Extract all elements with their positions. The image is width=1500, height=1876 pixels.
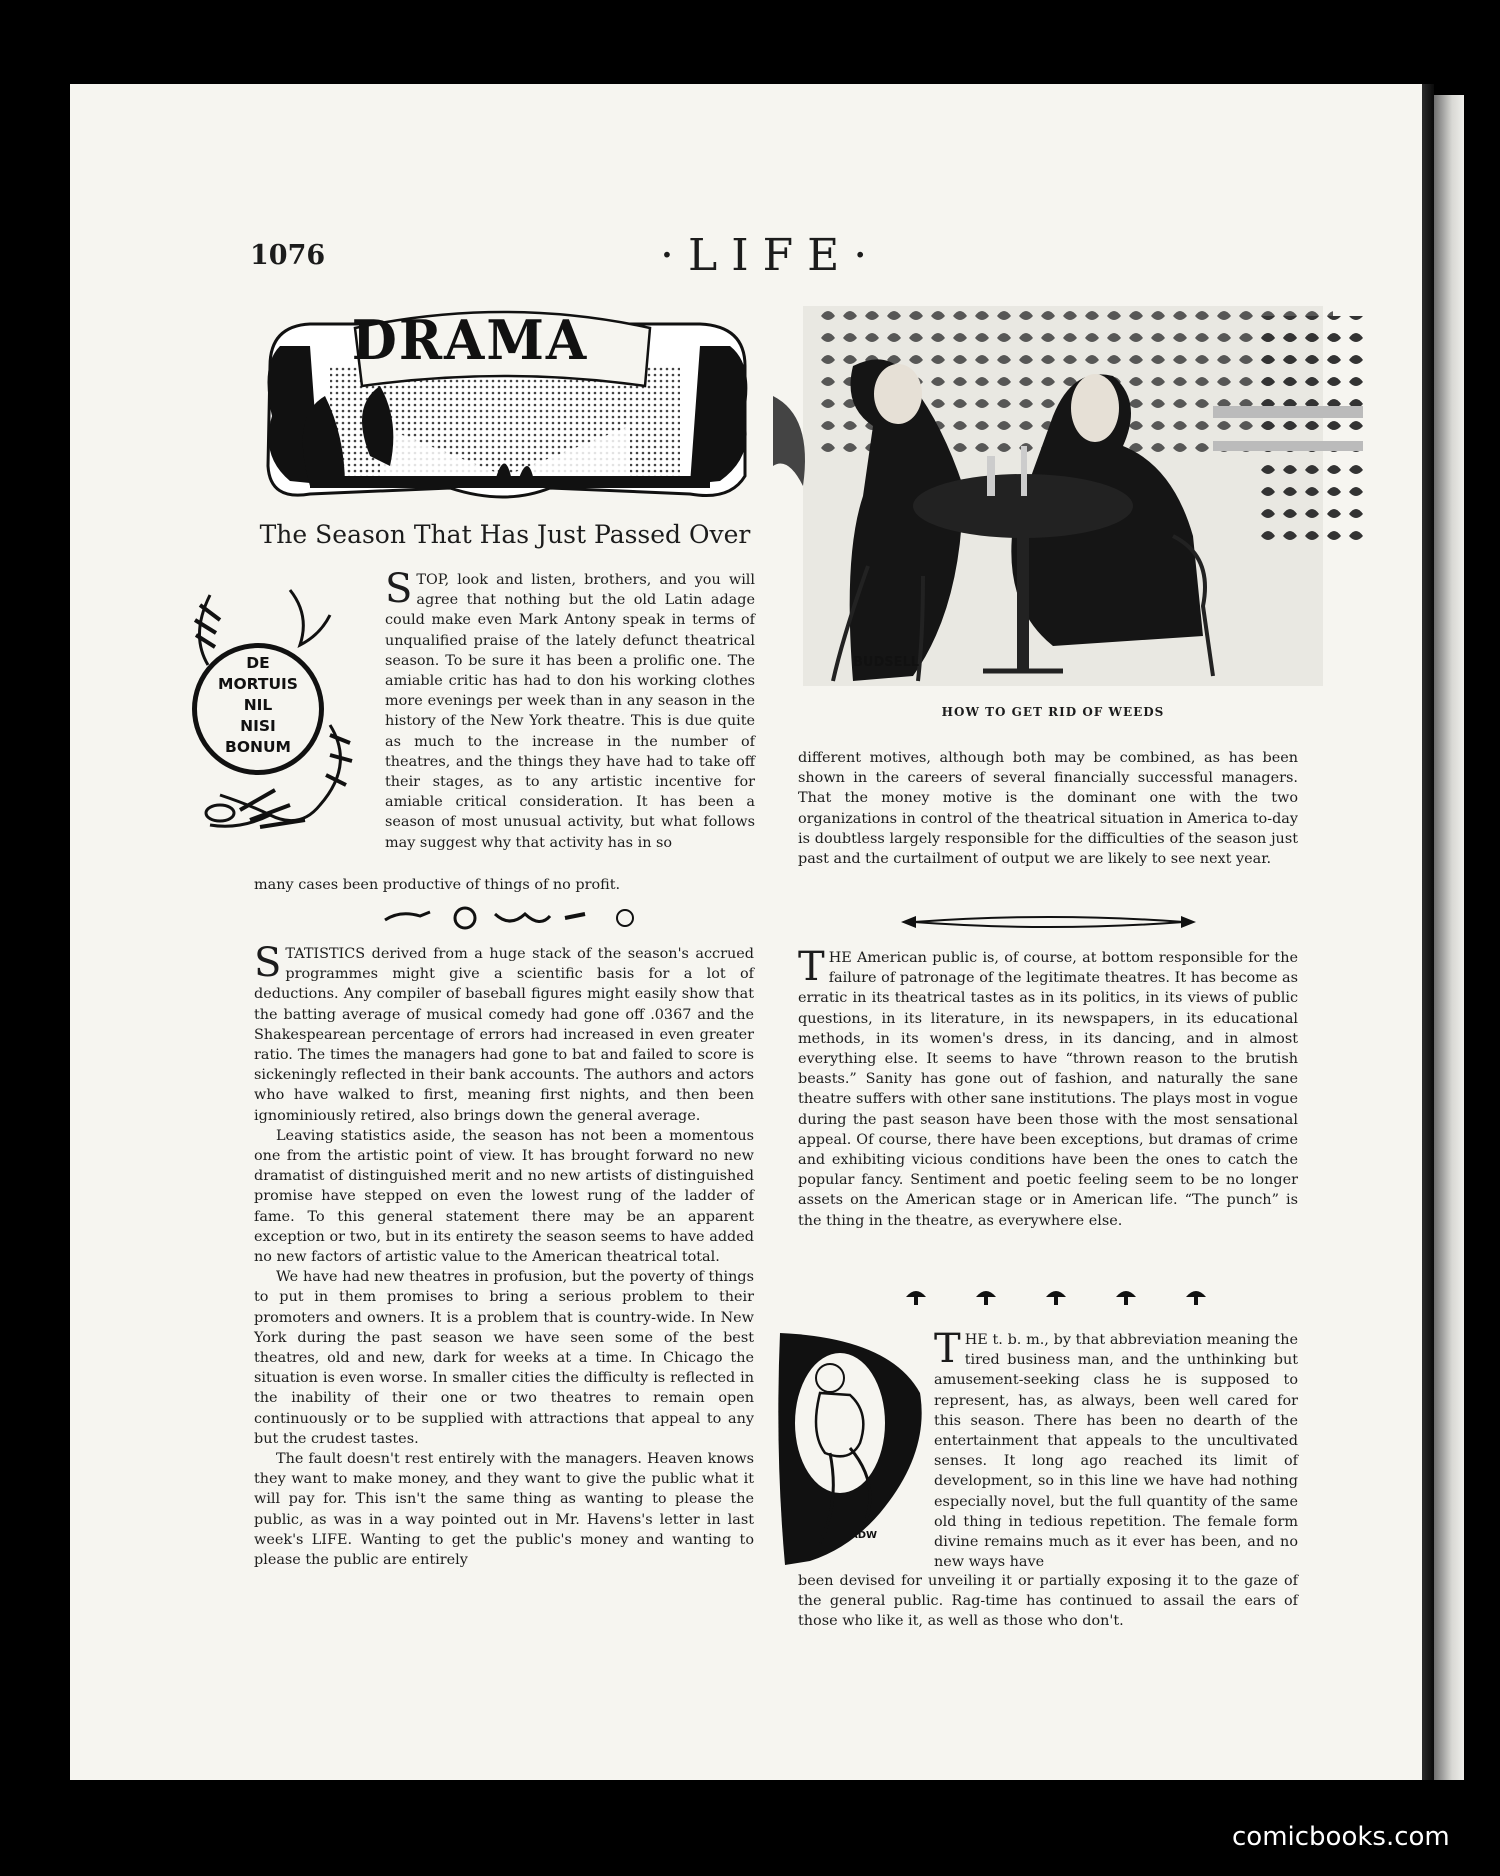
drop-cap: T [798,944,825,990]
statistics-paragraph: The fault doesn't rest entirely with the managers. Heaven knows they want to make money, and they want to give the public what it will pay for. This isn't the same thing as wanting to please the public, as was in a way pointed out in Mr. Havens's letter in last week's LIFE. Wanting to get the public's money and wanting to please the public are entirely [254,1451,754,1569]
statistics-paragraph: Leaving statistics aside, the season has not been a momentous one from the artistic point of view. It has brought forward no new dramatist of distinguished merit and no new artists of distinguished promise have stepped on even the lowest rung of the ladder of fame. To this general statement there may be an apparent exception or two, but in its entirety the season seems to have added no new factors of artistic value to the American theatrical total. [254,1127,754,1266]
site-watermark: comicbooks.com [1232,1822,1450,1852]
drop-cap: T [934,1326,961,1372]
motto-inset [180,575,370,850]
illustration-caption: HOW TO GET RID OF WEEDS [941,705,1165,719]
masthead-title: ·LIFE· [660,230,882,281]
statistics-paragraph: TATISTICS derived from a huge stack of the season's accrued programmes might give a scientific basis for a lot of deductions. Any compiler of baseball figures might easily show that the batting average of musical comedy had gone off .0367 and the Shakespearean percentage of errors had increased in even greater ratio. The times the managers had gone to bat and failed to score is sickeningly reflected in their bank accounts. The authors and actors who have walked to first, meaning first nights, and then been ignominiously retired, also brings down the general average. [254,946,754,1124]
dancer-signature: ADW [850,1530,878,1541]
mushroom-ornament-row-icon [896,1285,1216,1309]
cafe-couple-illustration [773,306,1369,698]
american-public-text: HE American public is, of course, at bottom responsible for the failure of patronage of the legitimate theatres. It has become as erratic in its theatrical tastes as in its politics, in its views of public questions, in its literature, in its newspapers, in its educational methods, in its women's dress, in its dancing, and in almost everything else. It seems to have “thrown reason to the brutish beasts.” Sanity has gone out of fashion, and naturally the sane theatre suffers with other sane institutions. The plays most in vogue during the past season have been those with the most sensational appeal. Of course, there have been exceptions, but dramas of crime and exhibiting vicious conditions have been the ones to catch the popular fancy. Sentiment and poetic feeling seem to be no longer assets on the American stage or in American life. “The punch” is the thing in the theatre, as everywhere else. [798,950,1298,1229]
illustration-signature: BUDSELL [853,655,920,670]
drop-cap: S [254,940,282,986]
motto-line: BONUM [225,738,291,756]
motto-line: NISI [240,717,276,735]
statistics-paragraph: We have had new theatres in profusion, but the poverty of things to put in them promises to bring a serious problem to their promoters and owners. It is a problem that is country-wide. In New York during the past season we have seen some of the best theatres, old and new, dark for weeks at a time. In Chicago the situation is even worse. In smaller cities the difficulty is reflected in the inability of their one or two theatres to remain open continuously or to be supplied with attractions that appeal to any but the crudest tastes. [254,1269,754,1447]
page-number: 1076 [250,240,326,271]
dancer-illustration [770,1333,926,1565]
arrow-divider-icon [896,910,1202,934]
book-spine [1422,84,1434,1780]
intro-text: TOP, look and listen, brothers, and you will agree that nothing but the old Latin adage could make even Mark Antony speak in terms of unqualified praise of the lately defunct theatrical season. To be sure it has been a prolific one. The amiable critic has had to don his working clothes more evenings per week than in any season in the history of the New York theatre. This is due quite as much to the increase in the number of theatres, and the things they have had to take off their stages, as to any artistic incentive for amiable critical consideration. It has been a season of most unusual activity, but what follows may suggest why that activity has in so [385,572,755,851]
drop-cap: S [385,566,413,612]
intro-paragraph [385,566,755,853]
facing-page-edge [1434,95,1464,1780]
intro-last-line: many cases been productive of things of no profit. [254,877,621,893]
article-headline: The Season That Has Just Passed Over [259,520,751,549]
statistics-section [254,940,754,1570]
motto-text [193,653,323,758]
tbm-section [934,1326,1298,1572]
flower-ornament-icon [380,902,640,932]
banner-title: DRAMA [351,308,589,373]
tbm-text: HE t. b. m., by that abbreviation meaning the tired business man, and the unthinking but amusement-seeking class he is supposed to represent, has, as always, been well cared for this season. There has been no dearth of the entertainment that appeals to the uncultivated senses. It long ago reached its limit of development, so in this line we have had nothing especially novel, but the full quantity of the same old thing in tedious repetition. The female form divine remains much as it ever has been, and no new ways have [934,1332,1298,1571]
motto-line: MORTUIS [218,675,298,693]
motto-line: NIL [243,696,273,714]
money-motive-paragraph: different motives, although both may be combined, as has been shown in the careers of several financially successful managers. That the money motive is the dominant one with the two organizations in control of the theatrical situation in America to-day is doubtless largely responsible for the difficulties of the season just past and the curtailment of output we are likely to see next year. [798,750,1298,868]
motto-line: DE [246,654,270,672]
tbm-closing-text: been devised for unveiling it or partially exposing it to the gaze of the general public. Rag-time has continued to assail the ears of those who like it, as well as those who don't. [798,1573,1298,1630]
american-public-section [798,944,1298,1231]
